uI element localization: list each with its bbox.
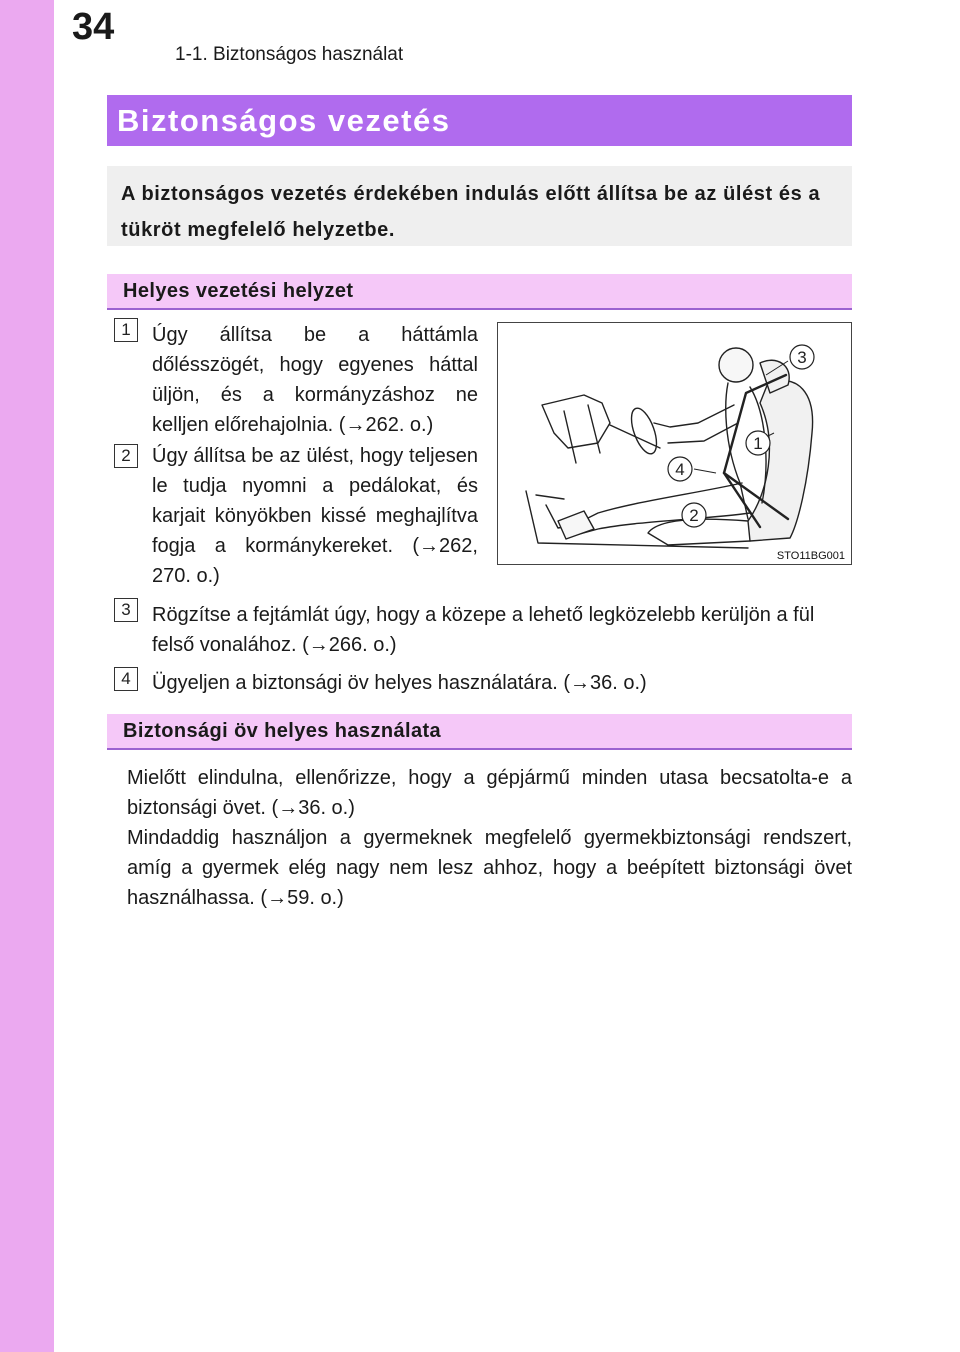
- seat-belt-paragraph-1: Mielőtt elindulna, ellenőrizze, hogy a gépjármű minden utasa becsatolta-e a biztonsági övet. (→36. o.): [127, 767, 852, 819]
- page-title: Biztonságos vezetés: [107, 95, 852, 146]
- seat-belt-paragraph-2: Mindaddig használjon a gyermeknek megfelelő gyermekbiztonsági rendszert, amíg a gyermek elég nagy nem lesz ahhoz, hogy a beépített biztonsági övet használhassa. (→59. o.): [127, 827, 852, 909]
- driver-seat-drawing: [498, 323, 851, 564]
- section-heading-seat-belt: Biztonsági öv helyes használata: [107, 714, 852, 750]
- intro-box: A biztonságos vezetés érdekében indulás előtt állítsa be az ülést és a tükröt megfelelő helyzetbe.: [107, 166, 852, 246]
- driving-position-illustration: [497, 322, 852, 565]
- item-text: Úgy állítsa be a háttámla dőlésszögét, hogy egyenes háttal üljön, és a kormányzáshoz ne kelljen előrehajolnia. (→262. o.): [152, 324, 478, 436]
- section-heading-driving-position: Helyes vezetési helyzet: [107, 274, 852, 310]
- item-text: Úgy állítsa be az ülést, hogy teljesen le tudja nyomni a pedálokat, és karjait könyökben kissé meghajlítva fogja a kormánykereket. (→262, 270. o.): [152, 445, 478, 587]
- page-number: 34: [72, 6, 115, 48]
- callout-number: 1: [753, 434, 763, 453]
- item-number: 2: [114, 444, 138, 468]
- callout-number: 4: [675, 460, 685, 479]
- item-number: 3: [114, 598, 138, 622]
- callout-number: 3: [797, 348, 807, 367]
- figure-code: STO11BG001: [776, 550, 845, 562]
- chapter-side-tab: [0, 0, 54, 1352]
- item-text: Ügyeljen a biztonsági öv helyes használatára. (→36. o.): [152, 672, 647, 694]
- item-number: 1: [114, 318, 138, 342]
- running-head: 1-1. Biztonságos használat: [175, 44, 404, 65]
- item-text: Rögzítse a fejtámlát úgy, hogy a közepe a lehető legközelebb kerüljön a fül felső vonalához. (→266. o.): [152, 604, 815, 656]
- item-number: 4: [114, 667, 138, 691]
- callout-number: 2: [689, 506, 699, 525]
